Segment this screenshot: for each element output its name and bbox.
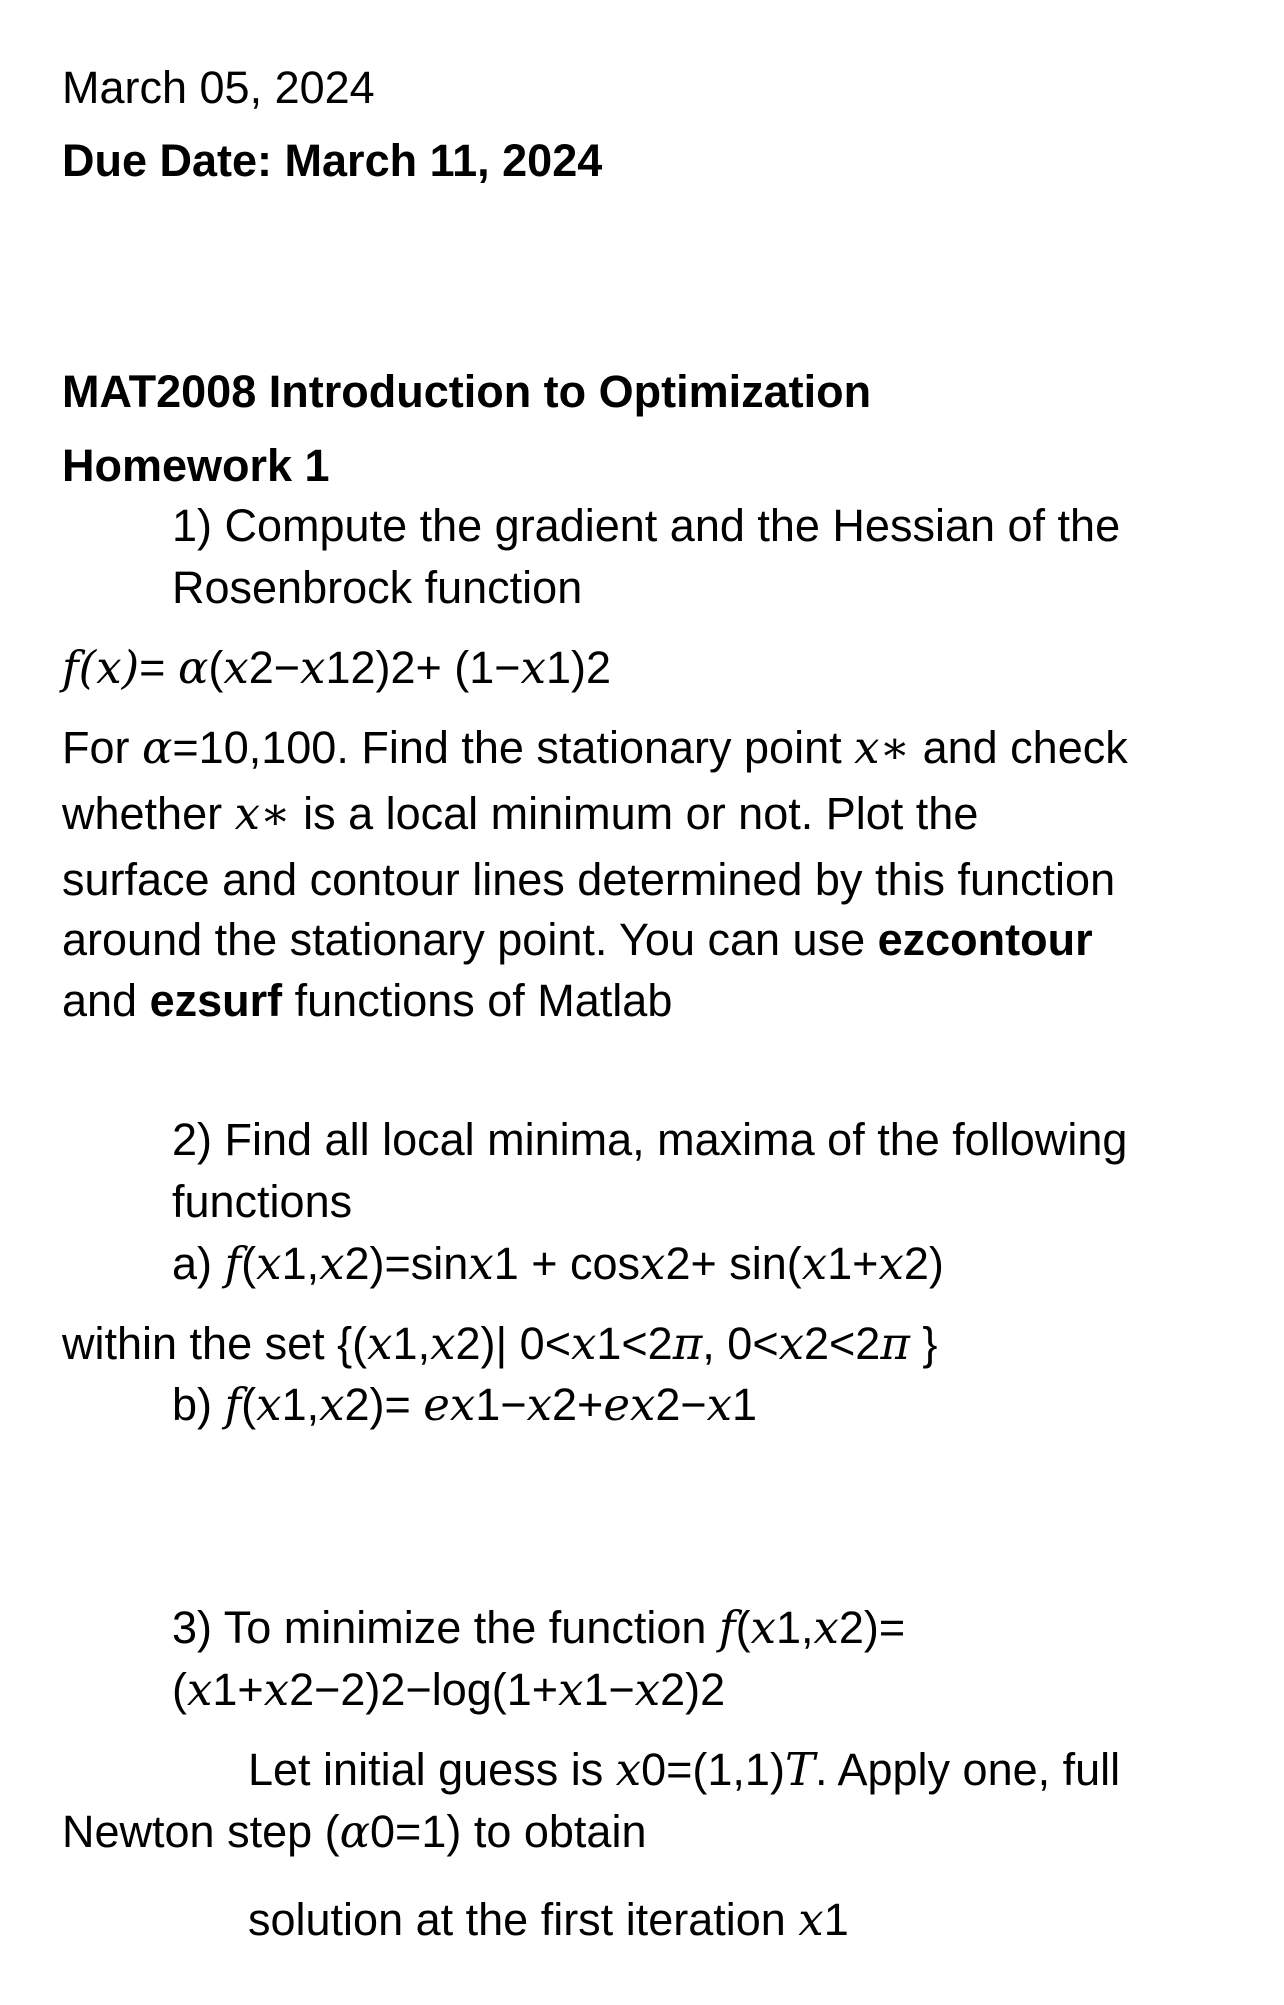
- text-part: 1,: [281, 1379, 320, 1430]
- text-part: , 0<: [702, 1318, 779, 1369]
- fx-symbol: f(x): [62, 641, 140, 694]
- x-symbol: x: [706, 1378, 733, 1431]
- x-symbol: x: [319, 1378, 345, 1431]
- problem1-line1: 1) Compute the gradient and the Hessian of the: [172, 500, 1121, 551]
- text-part: 1+: [827, 1238, 879, 1289]
- x-symbol: x: [256, 1237, 282, 1290]
- f-symbol: f: [224, 1378, 242, 1431]
- text-part: (: [735, 1602, 751, 1653]
- formula-part: 12)2+ (1−: [325, 642, 521, 693]
- x-symbol: x: [558, 1663, 584, 1716]
- pi-symbol: π: [672, 1317, 703, 1370]
- x-symbol: x: [223, 641, 249, 694]
- problem2-line1: 2) Find all local minima, maxima of the following: [172, 1114, 1128, 1165]
- part-label: a): [172, 1238, 225, 1289]
- ezsurf-keyword: ezsurf: [149, 975, 283, 1026]
- f-symbol: f: [718, 1601, 736, 1654]
- text-part: is a local minimum or not. Plot the: [290, 788, 979, 839]
- problem3-line4: [62, 1804, 646, 1860]
- problem2-set-line: [62, 1316, 937, 1372]
- xstar-symbol: x∗: [234, 787, 291, 840]
- x-symbol: x: [430, 1317, 456, 1370]
- text-part: 1,: [281, 1238, 320, 1289]
- text-part: 1: [823, 1894, 849, 1945]
- text-part: 2)=: [838, 1602, 906, 1653]
- text-part: 0=1) to obtain: [370, 1806, 647, 1857]
- text-part: within the set {(: [62, 1318, 368, 1369]
- text-part: 1 + cos: [493, 1238, 641, 1289]
- problem2-part-b: [172, 1377, 757, 1433]
- problem1-for-line: [62, 720, 1128, 776]
- x-symbol: x: [640, 1237, 666, 1290]
- problem2-part-a: [172, 1236, 944, 1292]
- formula-part: 2−: [248, 642, 301, 693]
- text-part: Let initial guess is: [248, 1744, 616, 1795]
- x-symbol: x: [878, 1237, 904, 1290]
- x-symbol: x: [813, 1601, 839, 1654]
- text-part: 2+: [552, 1379, 604, 1430]
- text-part: functions of Matlab: [282, 975, 673, 1026]
- xstar-symbol: x∗: [854, 721, 911, 774]
- text-part: (: [241, 1379, 257, 1430]
- problem1-line2: Rosenbrock function: [172, 562, 583, 613]
- text-part: 2)=: [344, 1379, 424, 1430]
- x-symbol: x: [615, 1743, 642, 1796]
- x-symbol: x: [750, 1601, 776, 1654]
- rosenbrock-formula: [62, 640, 611, 696]
- problem1-around-line: [62, 912, 1093, 968]
- x-symbol: x: [367, 1317, 393, 1370]
- formula-part: (: [208, 642, 224, 693]
- text-part: Newton step (: [62, 1806, 340, 1857]
- exp-symbol: ex: [603, 1378, 656, 1431]
- problem3-line1: [172, 1600, 905, 1656]
- x-symbol: x: [263, 1663, 290, 1716]
- text-part: 2−: [655, 1379, 707, 1430]
- problem3-line5: [248, 1892, 849, 1948]
- issue-date: March 05, 2024: [62, 62, 375, 113]
- text-part: 2<2: [804, 1318, 881, 1369]
- course-title: MAT2008 Introduction to Optimization: [62, 366, 872, 417]
- x-symbol: x: [778, 1317, 804, 1370]
- exp-symbol: ex: [423, 1378, 476, 1431]
- text-part: 2+ sin(: [665, 1238, 802, 1289]
- text-part: 2): [903, 1238, 944, 1289]
- text-part: 2)| 0<: [455, 1318, 571, 1369]
- part-label: b): [172, 1379, 225, 1430]
- alpha-symbol: α: [177, 641, 209, 694]
- x-symbol: x: [256, 1378, 282, 1431]
- text-part: 1−: [583, 1664, 635, 1715]
- x-symbol: x: [526, 1378, 552, 1431]
- alpha-symbol: α: [142, 721, 173, 774]
- x-symbol: x: [468, 1237, 494, 1290]
- problem3-line3: [248, 1742, 1120, 1798]
- formula-part: =: [139, 642, 178, 693]
- text-part: (: [172, 1664, 187, 1715]
- due-date: Due Date: March 11, 2024: [62, 135, 603, 186]
- text-part: and: [62, 975, 150, 1026]
- text-part: 1,: [775, 1602, 814, 1653]
- x-symbol: x: [520, 641, 546, 694]
- formula-part: 1)2: [545, 642, 612, 693]
- text-part: around the stationary point. You can use: [62, 914, 878, 965]
- x-symbol: x: [187, 1663, 213, 1716]
- problem1-surface-line: surface and contour lines determined by this function: [62, 854, 1116, 905]
- text-part: =10,100. Find the stationary point: [172, 722, 855, 773]
- text-part: 1<2: [596, 1318, 673, 1369]
- text-part: 2)=sin: [344, 1238, 469, 1289]
- text-part: 2−2)2−log(1+: [289, 1664, 559, 1715]
- text-part: 1: [732, 1379, 758, 1430]
- problem1-whether-line: [62, 786, 978, 842]
- x-symbol: x: [634, 1663, 661, 1716]
- text-part: . Apply one, full: [814, 1744, 1121, 1795]
- x-symbol: x: [801, 1237, 828, 1290]
- text-part: 1−: [475, 1379, 527, 1430]
- text-part: 1,: [392, 1318, 431, 1369]
- f-symbol: f: [224, 1237, 242, 1290]
- assignment-title: Homework 1: [62, 440, 330, 491]
- x-symbol: x: [319, 1237, 345, 1290]
- alpha-symbol: α: [339, 1805, 371, 1858]
- text-part: 1+: [212, 1664, 264, 1715]
- problem2-line2: functions: [172, 1176, 353, 1227]
- text-part: whether: [62, 788, 235, 839]
- text-part: 3) To minimize the function: [172, 1602, 719, 1653]
- text-part: For: [62, 722, 143, 773]
- text-part: (: [241, 1238, 257, 1289]
- text-part: and check: [910, 722, 1128, 773]
- text-part: 0=(1,1): [641, 1744, 785, 1795]
- transpose-symbol: T: [784, 1743, 815, 1796]
- ezcontour-keyword: ezcontour: [877, 914, 1093, 965]
- pi-symbol: π: [880, 1317, 910, 1370]
- x-symbol: x: [300, 641, 326, 694]
- text-part: }: [909, 1318, 938, 1369]
- text-part: solution at the first iteration: [248, 1894, 799, 1945]
- problem3-line2: [172, 1662, 725, 1718]
- x-symbol: x: [798, 1893, 824, 1946]
- problem1-and-line: [62, 973, 672, 1029]
- text-part: 2)2: [660, 1664, 726, 1715]
- x-symbol: x: [570, 1317, 597, 1370]
